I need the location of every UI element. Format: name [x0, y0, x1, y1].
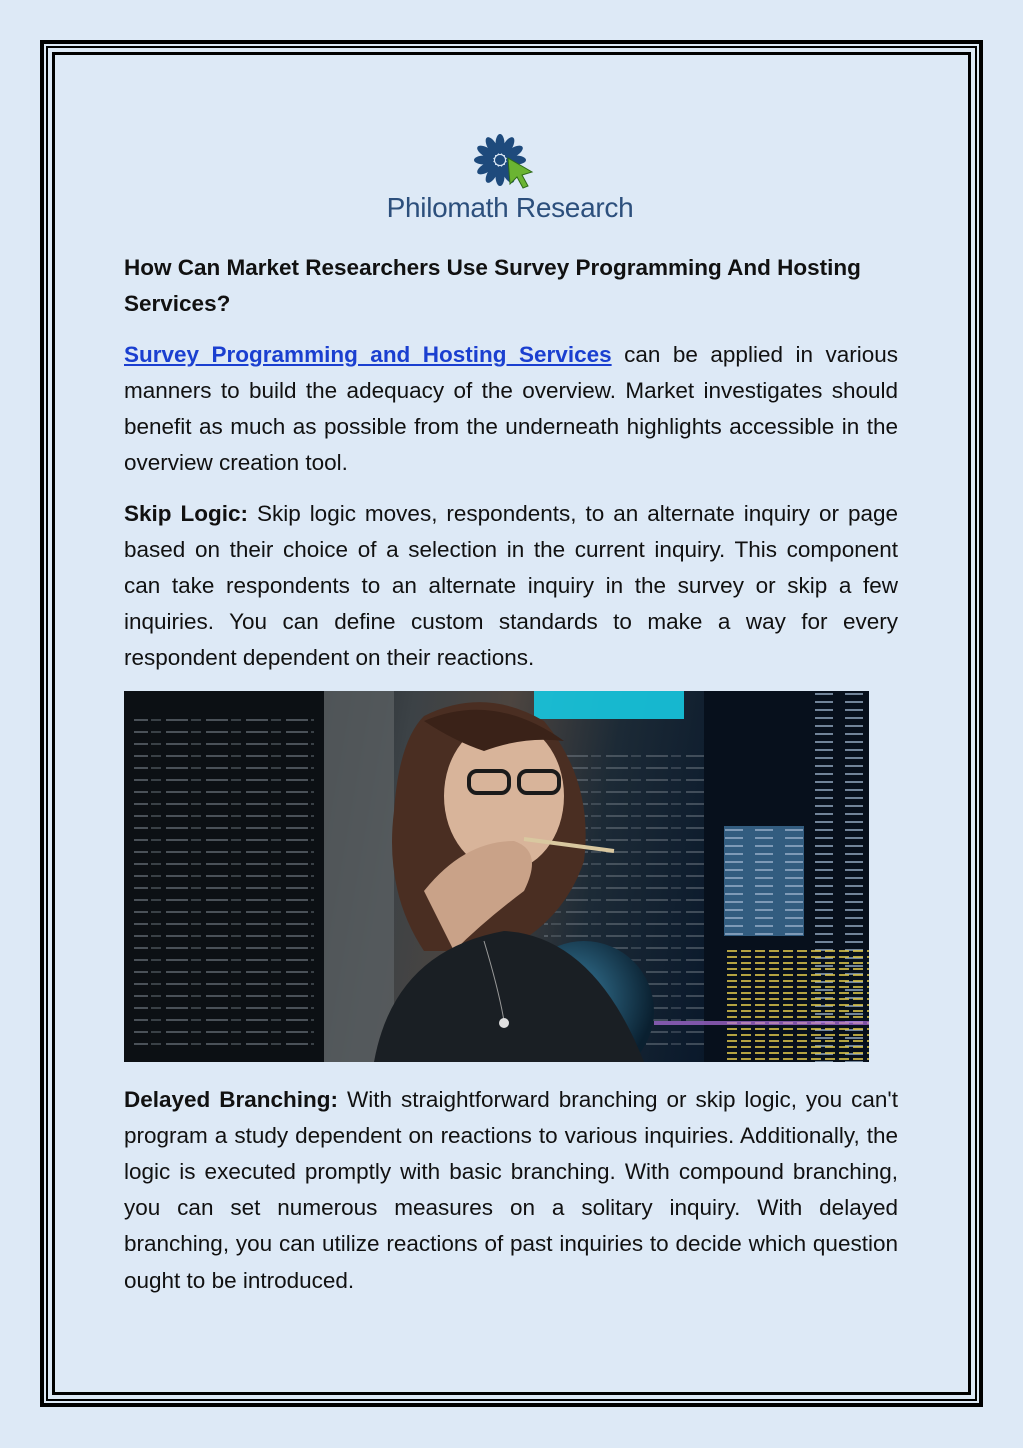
intro-text: can be applied in various manners to build the adequacy of the overview. Market investigates should benefit as much as possible from the underneath highlights accessible in the overview creation tool. [124, 341, 899, 476]
delayed-branching-heading: Delayed Branching: [124, 1086, 339, 1112]
intro-paragraph [124, 337, 898, 482]
delayed-branching-paragraph [124, 1082, 898, 1299]
article-title: How Can Market Researchers Use Survey Programming And Hosting Services? [124, 255, 861, 317]
researcher-photo [124, 691, 869, 1062]
logo-wordmark: Philomath Research [386, 192, 634, 223]
skip-logic-heading: Skip Logic: [124, 500, 248, 526]
philomath-research-logo [360, 128, 660, 228]
skip-logic-paragraph [124, 496, 898, 677]
flower-logo-icon [470, 128, 550, 192]
article [124, 250, 898, 1313]
survey-programming-link[interactable]: Survey Programming and Hosting Services [124, 341, 612, 367]
delayed-branching-text: With straightforward branching or skip logic, you can't program a study dependent on reactions to various inquiries. Additionally, the logic is executed promptly with basic branching. With compound branching, you can set numerous measures on a solitary inquiry. With delayed branching, you can utilize reactions of past inquiries to decide which question ought to be introduced. [124, 1086, 898, 1293]
researcher-at-screens-image [124, 691, 869, 1062]
skip-logic-text: Skip logic moves, respondents, to an alternate inquiry or page based on their choice of a selection in the current inquiry. This component can take respondents to an alternate inquiry in the survey or skip a few inquiries. You can define custom standards to make a way for every respondent dependent on their reactions. [124, 500, 899, 671]
